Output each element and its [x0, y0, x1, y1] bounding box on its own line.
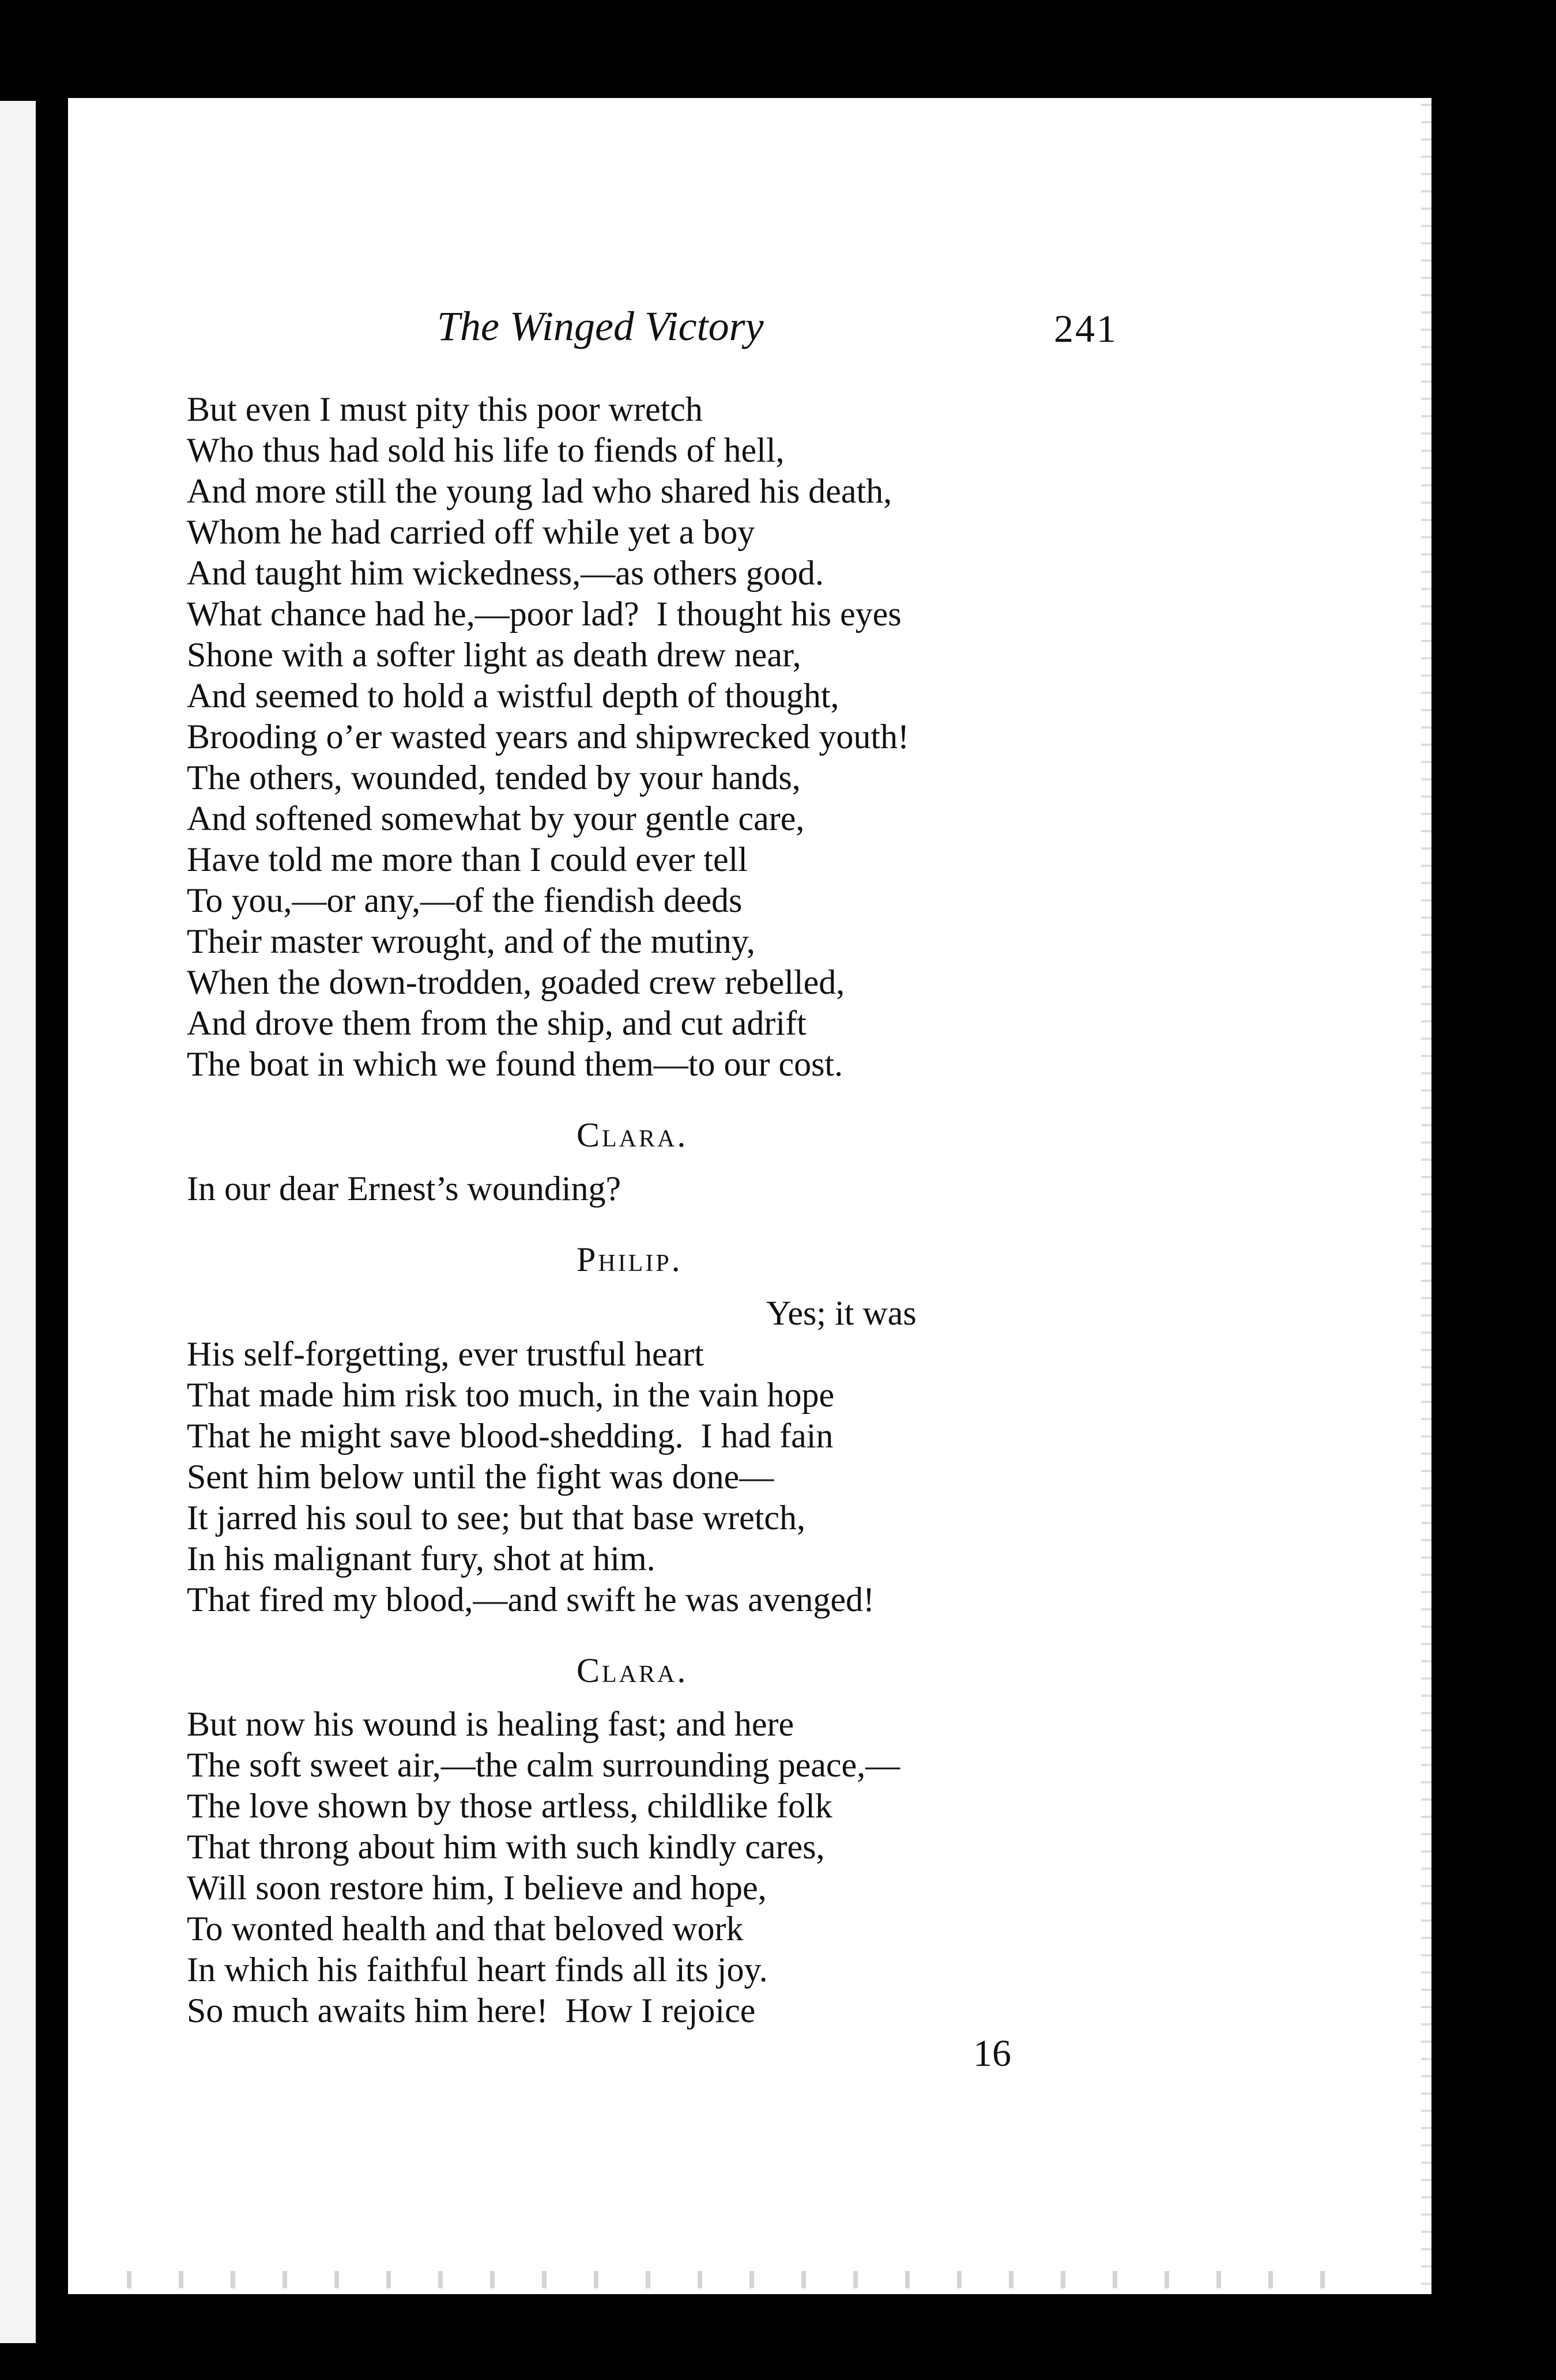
- stanza-1: [187, 389, 1282, 1085]
- verse-line: But even I must pity this poor wretch: [187, 390, 703, 428]
- speaker-heading-philip: Philip.: [577, 1240, 683, 1278]
- verse-line: Sent him below until the fight was done—: [187, 1458, 774, 1496]
- verse-line: To wonted health and that beloved work: [187, 1910, 744, 1948]
- book-left-edge: [0, 101, 36, 2343]
- verse-line: To you,—or any,—of the fiendish deeds: [187, 881, 743, 919]
- verse-line: What chance had he,—poor lad? I thought his eyes: [187, 595, 902, 633]
- verse-line: The soft sweet air,—the calm surrounding peace,—: [187, 1746, 901, 1784]
- verse-line: Will soon restore him, I believe and hope,: [187, 1869, 767, 1907]
- verse-line: And softened somewhat by your gentle care,: [187, 799, 805, 838]
- verse-line: The boat in which we found them—to our cost.: [187, 1045, 843, 1083]
- verse-line: That made him risk too much, in the vain hope: [187, 1376, 835, 1414]
- poem-text: [187, 389, 1282, 2031]
- verse-line: Whom he had carried off while yet a boy: [187, 513, 755, 551]
- verse-line: In our dear Ernest’s wounding?: [187, 1170, 621, 1208]
- verse-line: That throng about him with such kindly cares,: [187, 1828, 825, 1866]
- verse-line: But now his wound is healing fast; and here: [187, 1705, 794, 1743]
- verse-line: And seemed to hold a wistful depth of thought,: [187, 677, 839, 715]
- speaker-heading-clara: Clara.: [577, 1651, 688, 1689]
- verse-line: Shone with a softer light as death drew near,: [187, 636, 801, 674]
- verse-line: Their master wrought, and of the mutiny,: [187, 922, 755, 960]
- page-bottom-speckle: [103, 2271, 1371, 2288]
- page-fore-edge: [1421, 98, 1431, 2294]
- verse-line: Who thus had sold his life to fiends of hell,: [187, 431, 785, 469]
- speaker-heading-clara: Clara.: [577, 1116, 688, 1154]
- verse-line: In which his faithful heart finds all its joy.: [187, 1951, 768, 1989]
- stanza-2: [187, 1334, 1282, 1620]
- page-number: 241: [1054, 307, 1118, 350]
- verse-line: It jarred his soul to see; but that base wretch,: [187, 1499, 806, 1537]
- verse-line: And more still the young lad who shared his death,: [187, 472, 892, 510]
- verse-line: That fired my blood,—and swift he was avenged!: [187, 1581, 875, 1619]
- verse-line: Have told me more than I could ever tell: [187, 840, 748, 878]
- stanza-3: [187, 1704, 1282, 2031]
- page-header: [68, 303, 1431, 366]
- verse-line: That he might save blood-shedding. I had fain: [187, 1417, 834, 1455]
- running-title: The Winged Victory: [437, 303, 764, 349]
- verse-line: The others, wounded, tended by your hands,: [187, 759, 801, 797]
- verse-line-indented: Yes; it was: [766, 1294, 917, 1332]
- book-page: [68, 98, 1431, 2294]
- verse-line: And drove them from the ship, and cut adrift: [187, 1004, 807, 1042]
- verse-line: Brooding o’er wasted years and shipwrecked youth!: [187, 718, 909, 756]
- verse-line: In his malignant fury, shot at him.: [187, 1540, 655, 1578]
- verse-line: So much awaits him here! How I rejoice: [187, 1991, 756, 2030]
- verse-line: And taught him wickedness,—as others good.: [187, 554, 824, 592]
- signature-mark: 16: [973, 2032, 1011, 2075]
- verse-line: When the down-trodden, goaded crew rebelled,: [187, 963, 845, 1001]
- verse-line: His self-forgetting, ever trustful heart: [187, 1335, 704, 1373]
- verse-line: The love shown by those artless, childlike folk: [187, 1787, 832, 1825]
